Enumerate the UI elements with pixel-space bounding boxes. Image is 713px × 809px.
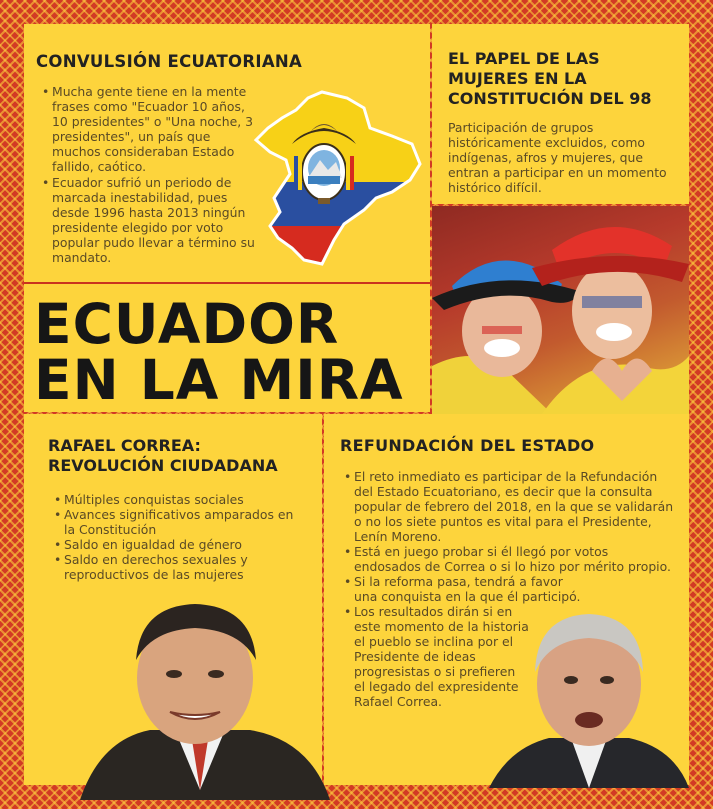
main-title-line-2: EN LA MIRA [34, 348, 404, 412]
main-title-line-1: ECUADOR [34, 292, 340, 356]
refundacion-bullet-3: • Si la reforma pasa, tendrá a favor una conquista en la que él participó. [344, 574, 584, 604]
convulsion-title: CONVULSIÓN ECUATORIANA [36, 52, 303, 71]
refundacion-bullet-2: • Está en juego probar si él llegó por votos endosados de Correa o si lo hizo por mérito propio. [344, 544, 674, 574]
refundacion-bullet-1: • El reto inmediato es participar de la Refundación del Estado Ecuatoriano, es decir que la consulta popular de febrero del 2018, en la que se validarán o no los siete puntos es vital para el Presidente, Lenín Moreno. [344, 469, 674, 544]
women-fans-photo [432, 206, 689, 414]
mujeres-title-line-2: MUJERES EN LA [448, 69, 587, 88]
lenin-moreno-portrait [489, 598, 689, 788]
mujeres-title-line-1: EL PAPEL DE LAS [448, 49, 600, 68]
correa-title [48, 436, 278, 476]
convulsion-bullet-2: • Ecuador sufrió un periodo de marcada inestabilidad, pues desde 1996 hasta 2013 ningún presidente elegido por voto popular pudo llevar a término su mandato. [42, 175, 262, 265]
divider-horizontal-top [24, 282, 430, 284]
convulsion-list [42, 84, 262, 265]
correa-bullet-2: • Avances significativos amparados en la Constitución [54, 507, 304, 537]
convulsion-bullet-1: • Mucha gente tiene en la mente frases como "Ecuador 10 años, 10 presidentes" o "Una noche, 3 presidentes", un país que muchos consideraban Estado fallido, caótico. [42, 84, 262, 174]
mujeres-title-line-3: CONSTITUCIÓN DEL 98 [448, 89, 652, 108]
correa-title-line-2: REVOLUCIÓN CIUDADANA [48, 456, 278, 475]
mujeres-title [448, 49, 652, 109]
correa-title-line-1: RAFAEL CORREA: [48, 436, 201, 455]
correa-bullet-4: • Saldo en derechos sexuales y reproductivos de las mujeres [54, 552, 304, 582]
main-title [34, 292, 404, 412]
refundacion-bullet-4: • Los resultados dirán si en este momento de la historia el pueblo se inclina por el Presidente de ideas progresistas o si prefieren el legado del expresidente Rafael Correa. [344, 604, 529, 709]
rafael-correa-portrait [70, 590, 330, 800]
correa-bullet-3: • Saldo en igualdad de género [54, 537, 304, 552]
ecuador-flag-map [252, 88, 422, 268]
correa-list [54, 492, 304, 582]
correa-bullet-1: • Múltiples conquistas sociales [54, 492, 304, 507]
refundacion-title: REFUNDACIÓN DEL ESTADO [340, 436, 595, 455]
mujeres-text: Participación de grupos históricamente excluidos, como indígenas, afros y mujeres, que entran a participar en un momento histórico difícil. [448, 120, 667, 195]
map-red-stripe [252, 226, 422, 268]
